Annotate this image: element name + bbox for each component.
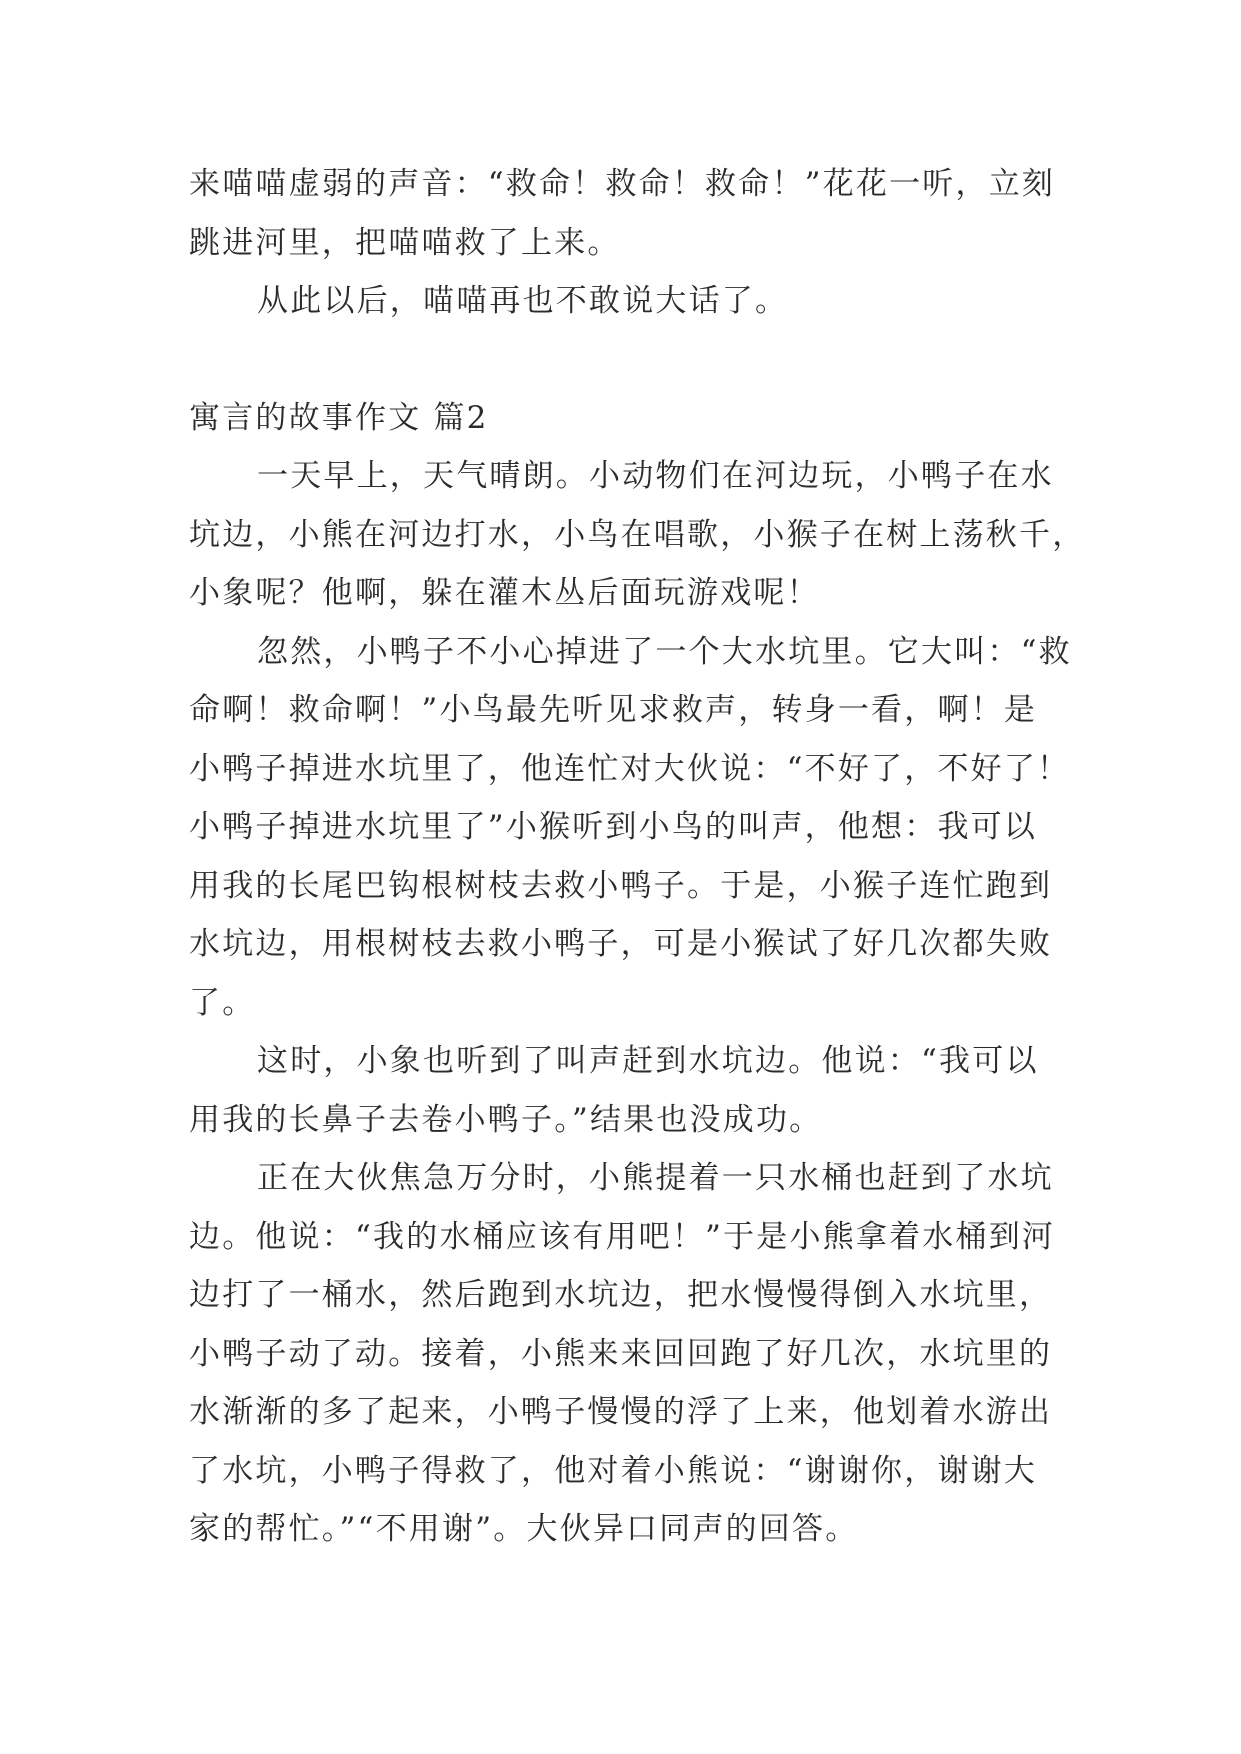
- text-line: 边打了一桶水，然后跑到水坑边，把水慢慢得倒入水坑里，: [189, 1277, 1053, 1313]
- text-line: 坑边，小熊在河边打水，小鸟在唱歌，小猴子在树上荡秋千，: [189, 516, 1086, 553]
- text-line: 小象呢？他啊，躲在灌木丛后面玩游戏呢！: [189, 575, 820, 611]
- text-line: 一天早上，天气晴朗。小动物们在河边玩，小鸭子在水: [257, 458, 1054, 494]
- section-spacer: [189, 331, 1059, 389]
- text-line: 水坑边，用根树枝去救小鸭子，可是小猴试了好几次都失败: [189, 926, 1053, 962]
- paragraph: [189, 1032, 1059, 1149]
- paragraph: [189, 1149, 1059, 1559]
- text-line: 了。: [189, 984, 256, 1021]
- text-line: 用我的长鼻子去卷小鸭子。”结果也没成功。: [189, 1101, 823, 1138]
- paragraph: [189, 623, 1072, 1033]
- text-line: 命啊！救命啊！”小鸟最先听见求救声，转身一看，啊！是: [189, 692, 1038, 728]
- text-line: 忽然，小鸭子不小心掉进了一个大水坑里。它大叫：“救: [257, 633, 1072, 670]
- text-line: 小鸭子掉进水坑里了”小猴听到小鸟的叫声，他想：我可以: [189, 809, 1038, 845]
- section-heading: 寓言的故事作文 篇2: [189, 399, 489, 436]
- text-line: 来喵喵虚弱的声音：“救命！救命！救命！”花花一听，立刻: [189, 166, 1056, 202]
- text-line: 跳进河里，把喵喵救了上来。: [189, 224, 621, 261]
- text-line: 小鸭子动了动。接着，小熊来来回回跑了好几次，水坑里的: [189, 1335, 1053, 1372]
- text-line: 水渐渐的多了起来，小鸭子慢慢的浮了上来，他划着水游出: [189, 1394, 1053, 1430]
- text-line: 这时，小象也听到了叫声赶到水坑边。他说：“我可以: [257, 1043, 1039, 1079]
- text-line: 从此以后，喵喵再也不敢说大话了。: [257, 283, 789, 319]
- document-body: [189, 155, 1086, 1559]
- paragraph: [189, 272, 1059, 331]
- paragraph-continuation: [189, 155, 1059, 272]
- text-line: 小鸭子掉进水坑里了，他连忙对大伙说：“不好了，不好了！: [189, 750, 1071, 787]
- paragraph: [189, 447, 1086, 623]
- text-line: 了水坑，小鸭子得救了，他对着小熊说：“谢谢你，谢谢大: [189, 1452, 1038, 1489]
- text-line: 家的帮忙。”“不用谢”。大伙异口同声的回答。: [189, 1511, 859, 1547]
- text-line: 用我的长尾巴钩根树枝去救小鸭子。于是，小猴子连忙跑到: [189, 867, 1053, 904]
- text-line: 正在大伙焦急万分时，小熊提着一只水桶也赶到了水坑: [257, 1160, 1054, 1196]
- text-line: 边。他说：“我的水桶应该有用吧！”于是小熊拿着水桶到河: [189, 1218, 1056, 1255]
